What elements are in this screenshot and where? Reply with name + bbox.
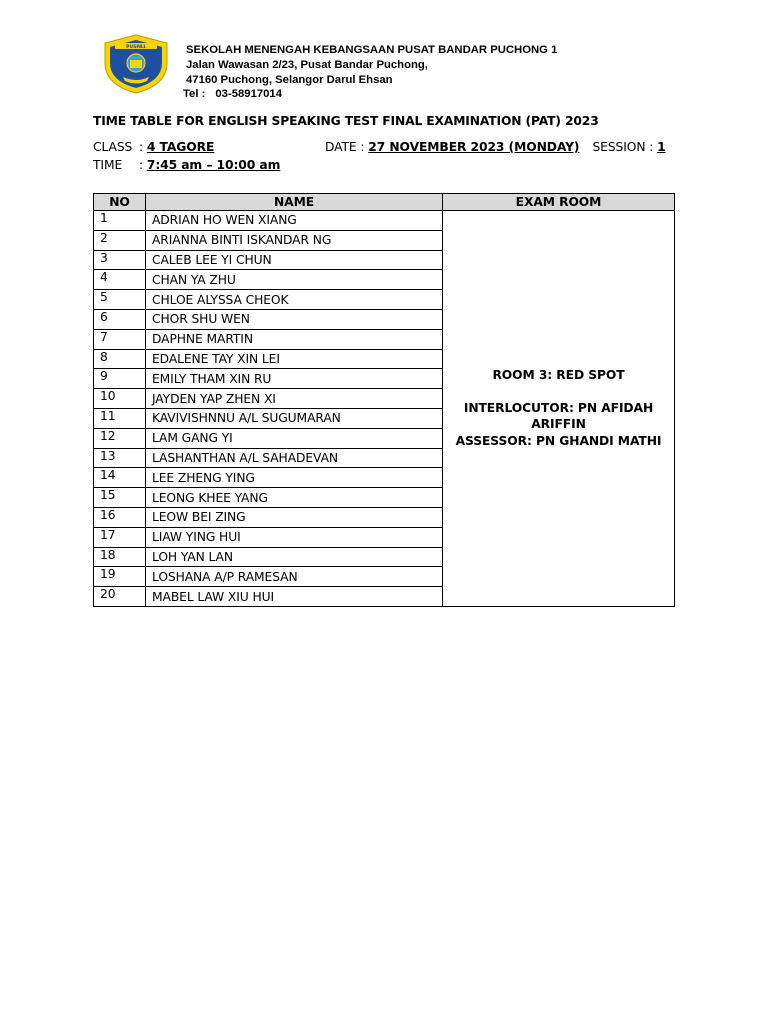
session-label: SESSION : (592, 140, 658, 154)
date-label: DATE : (325, 140, 369, 154)
row-number: 19 (94, 567, 146, 587)
student-name: LEONG KHEE YANG (146, 488, 443, 508)
student-name: KAVIVISHNNU A/L SUGUMARAN (146, 408, 443, 428)
student-name: EDALENE TAY XIN LEI (146, 349, 443, 369)
row-number: 6 (94, 309, 146, 329)
class-label-row (93, 140, 132, 154)
document-title: TIME TABLE FOR ENGLISH SPEAKING TEST FINAL EXAMINATION (PAT) 2023 (93, 114, 599, 128)
school-letterhead (183, 43, 558, 102)
row-number: 17 (94, 527, 146, 547)
row-number: 2 (94, 230, 146, 250)
date-session-row (325, 140, 666, 154)
time-value-row (139, 158, 280, 172)
student-name: ARIANNA BINTI ISKANDAR NG (146, 230, 443, 250)
timetable-body (94, 211, 675, 607)
table-row (94, 211, 675, 231)
class-label: CLASS (93, 140, 133, 154)
row-number: 3 (94, 250, 146, 270)
school-name: SEKOLAH MENENGAH KEBANGSAAN PUSAT BANDAR PUCHONG 1 (186, 44, 558, 56)
student-name: LOH YAN LAN (146, 547, 443, 567)
row-number: 10 (94, 389, 146, 409)
assessor: ASSESSOR: PN GHANDI MATHI (455, 433, 662, 448)
row-number: 20 (94, 587, 146, 607)
date-value: 27 NOVEMBER 2023 (MONDAY) (368, 140, 580, 154)
timetable (93, 193, 675, 607)
student-name: DAPHNE MARTIN (146, 329, 443, 349)
school-address-line2: 47160 Puchong, Selangor Darul Ehsan (186, 73, 393, 86)
row-number: 16 (94, 507, 146, 527)
class-value: 4 TAGORE (146, 140, 215, 154)
row-number: 5 (94, 290, 146, 310)
student-name: LEE ZHENG YING (146, 468, 443, 488)
row-number: 8 (94, 349, 146, 369)
time-label-row (93, 158, 122, 172)
header-exam-room: EXAM ROOM (443, 194, 675, 211)
room-name: ROOM 3: RED SPOT (492, 368, 625, 383)
student-name: LEOW BEI ZING (146, 507, 443, 527)
student-name: LAM GANG YI (146, 428, 443, 448)
row-number: 9 (94, 369, 146, 389)
student-name: LIAW YING HUI (146, 527, 443, 547)
student-name: CHOR SHU WEN (146, 309, 443, 329)
student-name: JAYDEN YAP ZHEN XI (146, 389, 443, 409)
row-number: 15 (94, 488, 146, 508)
school-address-line1: Jalan Wawasan 2/23, Pusat Bandar Puchong, (186, 58, 428, 71)
tel-label: Tel : (183, 88, 206, 101)
student-name: ADRIAN HO WEN XIANG (146, 211, 443, 231)
row-number: 7 (94, 329, 146, 349)
row-number: 18 (94, 547, 146, 567)
school-telephone (183, 87, 557, 102)
header-no: NO (94, 194, 146, 211)
header-name: NAME (146, 194, 443, 211)
student-name: LASHANTHAN A/L SAHADEVAN (146, 448, 443, 468)
student-name: CHAN YA ZHU (146, 270, 443, 290)
row-number: 13 (94, 448, 146, 468)
student-name: MABEL LAW XIU HUI (146, 587, 443, 607)
student-name: CHLOE ALYSSA CHEOK (146, 290, 443, 310)
table-header-row (94, 194, 675, 211)
session-value: 1 (657, 140, 666, 154)
row-number: 12 (94, 428, 146, 448)
student-name: LOSHANA A/P RAMESAN (146, 567, 443, 587)
interlocutor: INTERLOCUTOR: PN AFIDAH ARIFFIN (463, 400, 654, 432)
row-number: 4 (94, 270, 146, 290)
time-separator: : (139, 158, 147, 172)
crest-banner-text: PUSPA1 (126, 45, 146, 50)
tel-value: 03-58917014 (215, 88, 282, 101)
exam-room-cell (443, 211, 675, 607)
row-number: 1 (94, 211, 146, 231)
row-number: 14 (94, 468, 146, 488)
class-separator: : (139, 140, 147, 154)
row-number: 11 (94, 408, 146, 428)
time-label: TIME (93, 158, 123, 172)
time-value: 7:45 am – 10:00 am (146, 158, 281, 172)
student-name: CALEB LEE YI CHUN (146, 250, 443, 270)
student-name: EMILY THAM XIN RU (146, 369, 443, 389)
room-spacer (443, 384, 674, 400)
class-value-row (139, 140, 214, 154)
school-crest-logo (101, 33, 171, 95)
